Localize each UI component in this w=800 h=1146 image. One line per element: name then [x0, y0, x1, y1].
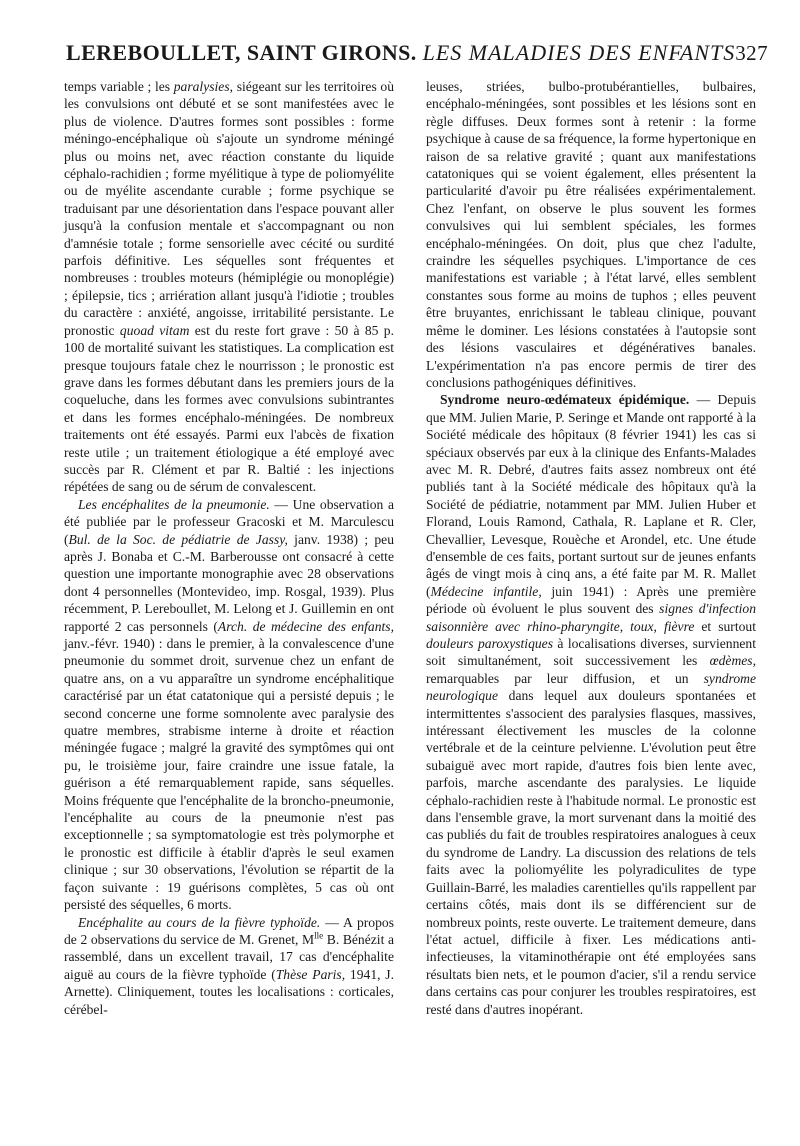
- running-header: [66, 40, 768, 74]
- header-authors: LEREBOULLET, SAINT GIRONS.: [66, 40, 417, 65]
- section-heading-pneumonia: Les encéphalites de la pneumonie.: [78, 496, 270, 512]
- page-number: 327: [735, 41, 768, 65]
- section-heading-neuro-oedematous: Syndrome neuro-œdémateux épidémique.: [440, 392, 690, 408]
- paragraph-typhoid-continuation: leuses, striées, bulbo-protubérantielles, bulbaires, encéphalo-méningées, sont possibles et les lésions sont en règle diffuses. Deux formes sont à retenir : la forme psychique à cause de sa fréquence, la forme hypertonique en raison de sa relative gravité ; quant aux manifestations catatoniques qui se voient également, elles présentent la particularité d'avoir pu être réalisées expérimentalement. Chez l'enfant, on observe le plus souvent les formes convulsives qui lui semblent spéciales, les formes encéphalo-méningées. On doit, plus que chez l'adulte, craindre les séquelles psychiques. L'importance de ces manifestations est variable ; à l'état larvé, elles semblent constantes sous forme au moins de tuphos ; elles peuvent être bruyantes, enrichissant le tableau clinique, pouvant même le dominer. Les lésions constatées à l'autopsie sont des lésions vasculaires et dégénératives banales. L'expérimentation n'a pas encore permis de tirer des conclusions pathogéniques définitives.: [426, 79, 756, 390]
- paragraph-typhoid-encephalitis: Encéphalite au cours de la fièvre typhoïde. — A propos de 2 observations du service de M. Grenet, $M^{lle}$ B. Bénézit a rassemblé, dans un excellent travail, 17 cas d'encéphalite aiguë au cours de la fièvre typhoïde (Thèse Paris, 1941, J. Arnette). Cliniquement, toutes les localisations : corticales, cérébel-: [64, 914, 395, 1017]
- left-column: [64, 78, 394, 1018]
- header-title: LES MALADIES DES ENFANTS: [422, 40, 736, 65]
- section-heading-typhoid: Encéphalite au cours de la fièvre typhoïde.: [78, 914, 321, 930]
- right-column: [426, 78, 756, 1018]
- two-column-body: [64, 78, 756, 1018]
- paragraph-encephalitis-continuation: temps variable ; les paralysies, siégeant sur les territoires où les convulsions ont débuté et se sont manifestées avec le plus de violence. D'autres formes sont possibles : forme méningo-encéphalique où s'ajoute un syndrome méningé plus ou moins net, avec réaction constante du liquide céphalo-rachidien ; forme myélitique à type de poliomyélite ou de myélite ascendante curable ; forme psychique se traduisant par une désorientation dans l'espace pouvant aller jusqu'à la confusion mentale et s'accompagnant ou non d'amnésie totale ; forme sensorielle avec cécité ou surdité parfois définitive. Les séquelles sont fréquentes et nombreuses : troubles moteurs (hémiplégie ou monoplégie) ; épilepsie, tics ; arriération allant jusqu'à l'idiotie ; troubles du caractère : anxiété, angoisse, irritabilité persistante. Le pronostic quoad vitam est du reste fort grave : 50 à 85 p. 100 de mortalité suivant les statistiques. La complication est presque toujours fatale chez le nourrisson ; le pronostic est grave dans les formes débutant dans les premiers jours de la coqueluche, dans les formes avec convulsions subintrantes et dans les formes encéphalo-méningées. De nombreux traitements ont été essayés. Parmi eux l'abcès de fixation reste utile ; un traitement étiologique a été employé avec succès par R. Clément et par R. Baltié : les injections répétées de sang ou de sérum de convalescent.: [64, 79, 394, 495]
- header-left: [66, 40, 735, 66]
- paragraph-neuro-oedematous-syndrome: Syndrome neuro-œdémateux épidémique. — Depuis que MM. Julien Marie, P. Seringe et Mande ont rapporté à la Société médicale des hôpitaux (8 février 1941) les cas si spéciaux observés par eux à la clinique des Enfants-Malades avec M. R. Debré, d'autres faits assez nombreux ont été publiés tant à la Société médicale des hôpitaux qu'à la Société de pédiatrie, notamment par MM. Julien Huber et Florand, Louis Ramond, Cathala, R. Laplane et R. Cler, Chevallier, Levesque, Rouèche et Arondel, etc. Une étude d'ensemble de ces faits, portant surtout sur de jeunes enfants âgés de vingt mois à cinq ans, a été faite par M. R. Mallet (Médecine infantile, juin 1941) : Après une première période où évoluent le plus souvent des signes d'infection saisonnière avec rhino-pharyngite, toux, fièvre et surtout douleurs paroxystiques à localisations diverses, surviennent soit simultanément, soit successivement les œdèmes, remarquables par leur diffusion, et un syndrome neurologique dans lequel aux douleurs spontanées et intermittentes s'associent des paralysies flasques, massives, intéressant électivement les muscles de la colonne vertébrale et de la ceinture pelvienne. L'évolution peut être subaiguë avec mort rapide, d'autres fois bien lente avec, parfois, marche ascendante des paralysies. Le liquide céphalo-rachidien reste à l'habitude normal. Le pronostic est dans l'ensemble grave, la mort survenant dans la moitié des cas publiés du fait de troubles respiratoires analogues à ceux du syndrome de Landry. La discussion des relations de tels faits avec la poliomyélite les polyradiculites de type Guillain-Barré, les maladies carentielles qu'ils rappellent par certains côtés, mais dont ils se différencient sur de nombreux points, reste ouverte. Le traitement demeure, dans l'état actuel, difficile à fixer. Les médications anti-infectieuses, la vitaminothérapie ont été employées sans résultats bien nets, et le poumon d'acier, s'il a rendu service dans certains cas pour conjurer les troubles respiratoires, est resté dans d'autres inopérant.: [426, 392, 756, 1017]
- paragraph-pneumonia-encephalitis: Les encéphalites de la pneumonie. — Une observation a été publiée par le professeur Gracoski et M. Marculescu (Bul. de la Soc. de pédiatrie de Jassy, janv. 1938) ; peu après J. Bonaba et C.-M. Barberousse ont consacré à cette question une importante monographie avec 28 observations dont 4 personnelles (Montevideo, imp. Rosgal, 1939). Plus récemment, P. Lereboullet, M. Lelong et J. Guillemin en ont rapporté 2 cas personnels (Arch. de médecine des enfants, janv.-févr. 1940) : dans le premier, à la convalescence d'une pneumonie du sommet droit, survenue chez un enfant de quatre ans, on a vu apparaître un syndrome encéphalitique caractérisé par un état catatonique qui a persisté depuis ; le second concerne une forme somnolente avec paralysie des quatre membres, strabisme interne à droite et réaction méningée fugace ; malgré la gravité des symptômes qui ont pu, le troisième jour, faire craindre une issue fatale, la guérison a été remarquablement rapide, sans séquelles. Moins fréquente que l'encéphalite de la broncho-pneumonie, l'encéphalite au cours de la pneumonie n'est pas exceptionnelle ; sa symptomatologie est très polymorphe et le pronostic est difficile à établir d'après le seul examen clinique ; sur 30 observations, l'évolution se répartit de la façon suivante : 19 guérisons complètes, 5 cas où ont persisté des séquelles, 6 morts.: [64, 496, 395, 913]
